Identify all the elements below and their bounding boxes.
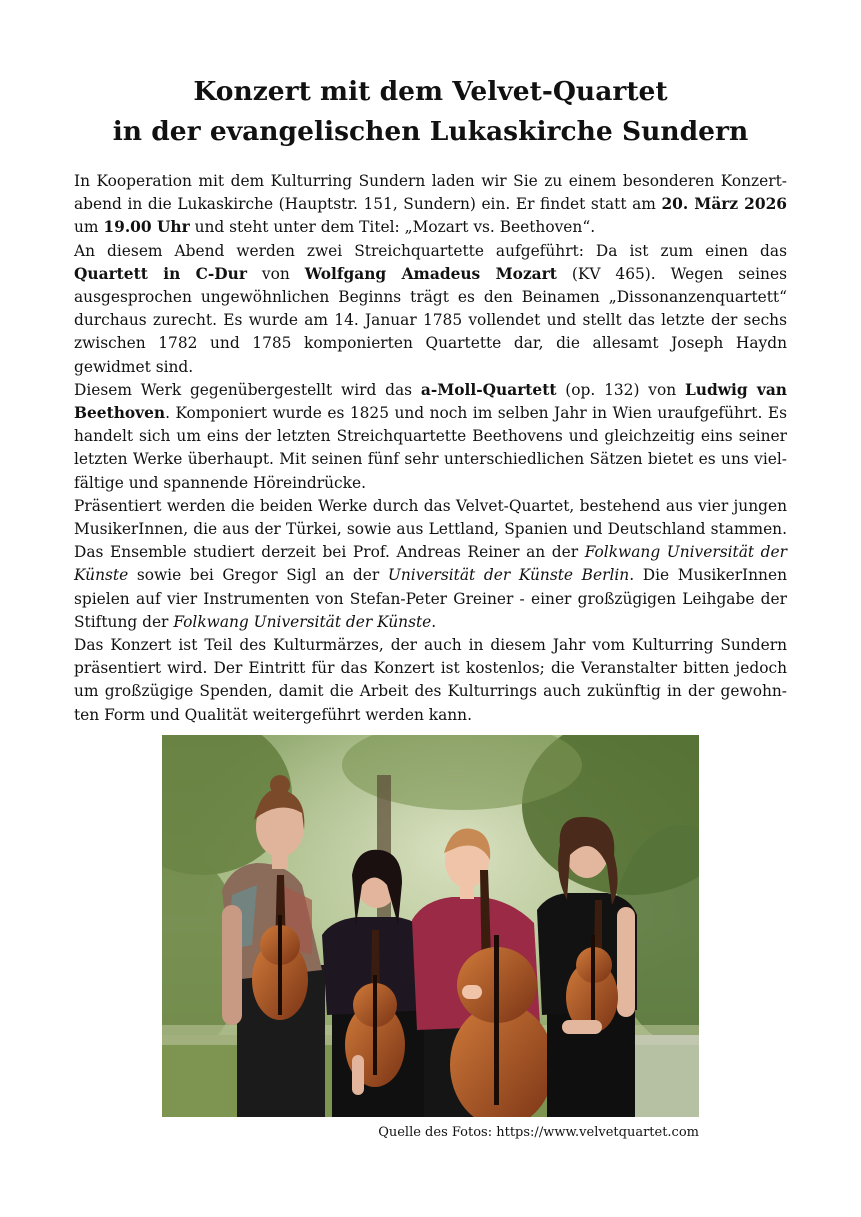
text-run: .	[431, 612, 437, 631]
paragraph-mozart	[74, 240, 787, 379]
institution-folkwang-foundation: Folkwang Universität der Künste	[173, 612, 432, 631]
work-beethoven: a-Moll-Quartett	[420, 380, 557, 399]
paragraph-invitation	[74, 170, 787, 240]
institution-udk-berlin: Universität der Künste Berlin	[387, 566, 630, 585]
quartet-photo	[162, 735, 699, 1117]
text-run: . Die MusikerInnen spielen auf vier Instrumenten von Stefan-Peter Greiner - einer großzügigen Leihgabe der Stiftung der	[74, 566, 787, 631]
institution-folkwang: Folkwang Universität der Künste	[74, 543, 787, 585]
title-line-1: Konzert mit dem Velvet-Quartet	[193, 76, 668, 107]
work-mozart: Quartett in C-Dur	[74, 264, 247, 283]
text-run: sowie bei Gregor Sigl an der	[128, 566, 388, 585]
page-title	[60, 72, 801, 152]
text-run: (KV 465). Wegen seines ausgesprochen ungewöhnlichen Beginns trägt es den Beinamen „Dissonanzenquartett“ durchaus zurecht. Es wurde am 14. Januar 1785 vollendet und stellt das letzte der sechs zwischen 1782 und 1785 komponierten Quartette dar, die allesamt Joseph Haydn gewidmet sind.	[74, 264, 787, 376]
text-run: An diesem Abend werden zwei Streichquartette aufgeführt: Da ist zum einen das	[74, 241, 787, 260]
composer-beethoven: Ludwig van Beethoven	[74, 380, 788, 423]
composer-mozart: Wolfgang Amadeus Mozart	[304, 264, 557, 283]
text-run: von	[246, 264, 305, 283]
text-run: . Komponiert wurde es 1825 und noch im selben Jahr in Wien uraufgeführt. Es handelt sich um eins der letzten Streichquartette Beethovens und gleichzeitig eins seiner letzten Werke überhaupt. Mit seinen fünf sehr unterschiedlichen Sätzen bietet es uns vielfältige und spannende Höreindrücke.	[74, 404, 787, 492]
title-line-2: in der evangelischen Lukaskirche Sundern	[112, 116, 749, 147]
text-run: um	[74, 218, 104, 237]
text-run: (op. 132) von	[556, 380, 685, 399]
text-run: Präsentiert werden die beiden Werke durch das Velvet-Quartet, bestehend aus vier jungen MusikerInnen, die aus der Türkei, sowie aus Lettland, Spanien und Deutschland stammen. Das Ensemble studiert derzeit bei Prof. Andreas Reiner an der	[74, 496, 787, 562]
paragraph-admission	[74, 634, 787, 727]
paragraph-beethoven	[74, 379, 787, 495]
paragraph-ensemble	[74, 495, 787, 634]
text-run: Das Konzert ist Teil des Kulturmärzes, der auch in diesem Jahr vom Kulturring Sundern präsentiert wird. Der Eintritt für das Konzert ist kostenlos; die Veranstalter bitten jedoch um großzügige Spenden, damit die Arbeit des Kulturrings auch zukünftig in der gewohnten Form und Qualität weitergeführt werden kann.	[74, 636, 787, 724]
photo-caption: Quelle des Fotos: https://www.velvetquartet.com	[378, 1125, 699, 1140]
article-body	[74, 170, 787, 727]
concert-date: 20. März 2026	[661, 195, 788, 214]
text-run: Diesem Werk gegenübergestellt wird das	[74, 380, 421, 399]
text-run: In Kooperation mit dem Kulturring Sundern laden wir Sie zu einem besonderen Konzertabend in die Lukaskirche (Hauptstr. 151, Sundern) ein. Er findet statt am	[74, 172, 787, 214]
concert-time: 19.00 Uhr	[103, 218, 190, 237]
quartet-photo-illustration	[162, 735, 699, 1117]
text-run: und steht unter dem Titel: „Mozart vs. Beethoven“.	[189, 218, 596, 237]
